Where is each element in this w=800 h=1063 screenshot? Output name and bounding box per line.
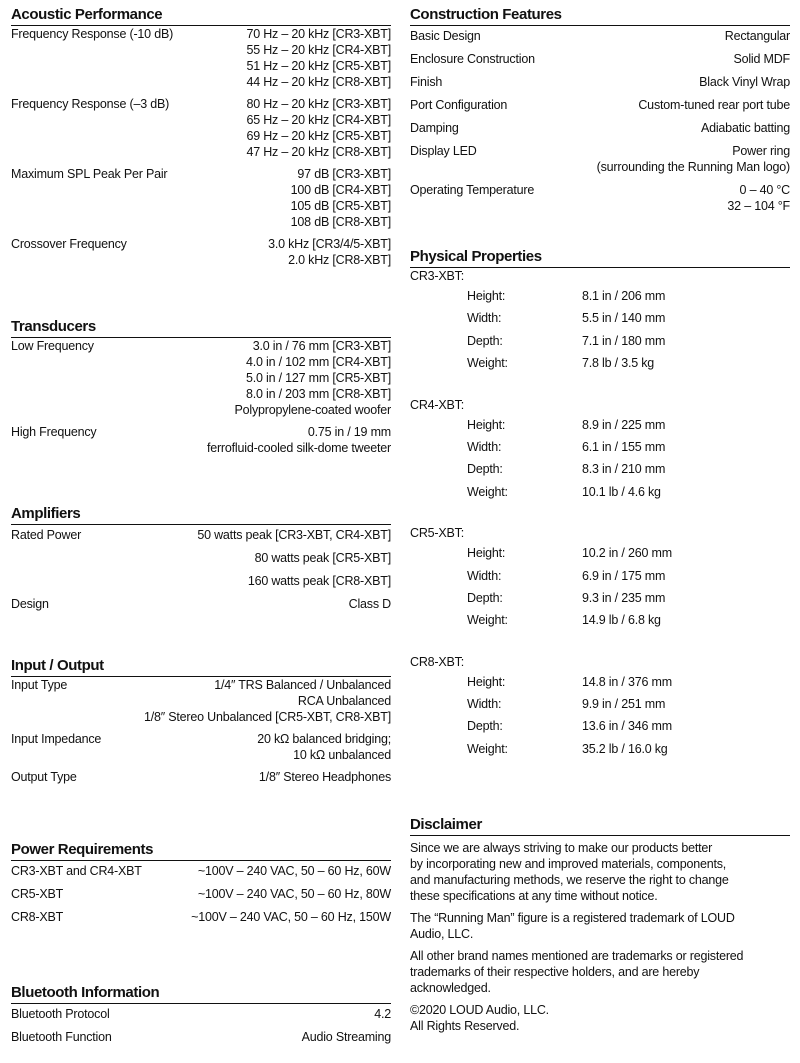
section-title: Acoustic Performance xyxy=(11,6,391,26)
dimension-value: 8.1 in / 206 mm xyxy=(582,289,666,303)
spec-label: Design xyxy=(11,597,49,611)
spec-value: Adiabatic batting xyxy=(700,121,790,135)
spec-value: 10 kΩ unbalanced xyxy=(293,748,391,762)
spec-rows xyxy=(11,338,391,456)
dimension-label: Depth: xyxy=(467,462,503,477)
spec-value: 51 Hz – 20 kHz [CR5-XBT] xyxy=(246,59,391,73)
spec-value: 1/8″ Stereo Unbalanced [CR5-XBT, CR8-XBT] xyxy=(143,710,391,724)
dimension-label: Depth: xyxy=(467,333,503,348)
disclaimer-paragraph xyxy=(410,948,790,996)
spec-values xyxy=(197,527,391,543)
spec-value: 55 Hz – 20 kHz [CR4-XBT] xyxy=(246,43,391,57)
spec-value: 4.0 in / 102 mm [CR4-XBT] xyxy=(245,355,391,369)
spec-value: 80 watts peak [CR5-XBT] xyxy=(254,551,391,565)
spec-row xyxy=(410,97,790,113)
spec-rows xyxy=(11,863,391,925)
disclaimer-line: acknowledged. xyxy=(410,981,491,995)
spec-values xyxy=(257,731,391,763)
dimension-label: Weight: xyxy=(467,484,508,499)
spec-row xyxy=(11,166,391,230)
spec-values xyxy=(198,886,391,902)
dimension-label: Weight: xyxy=(467,613,508,628)
spec-label: Finish xyxy=(410,75,443,89)
spec-value: 50 watts peak [CR3-XBT, CR4-XBT] xyxy=(197,528,391,542)
spec-value: 1/8″ Stereo Headphones xyxy=(258,770,391,784)
spec-value: 20 kΩ balanced bridging; xyxy=(257,732,391,746)
spec-row xyxy=(11,527,391,543)
spec-label: Port Configuration xyxy=(410,98,508,112)
dimension-value: 5.5 in / 140 mm xyxy=(582,311,666,326)
section-construction-features xyxy=(410,6,790,214)
disclaimer-line: All other brand names mentioned are trademarks or registered xyxy=(410,949,744,963)
spec-value: Custom-tuned rear port tube xyxy=(638,98,790,112)
spec-values xyxy=(207,424,391,456)
dimension-row xyxy=(410,542,790,564)
spec-label: Bluetooth Function xyxy=(11,1030,112,1044)
spec-label: Output Type xyxy=(11,770,77,784)
spec-value: 97 dB [CR3-XBT] xyxy=(297,167,391,181)
spec-value: 1/4″ TRS Balanced / Unbalanced xyxy=(214,678,391,692)
spec-value: 8.0 in / 203 mm [CR8-XBT] xyxy=(245,387,391,401)
section-title: Physical Properties xyxy=(410,248,790,268)
spec-label: Operating Temperature xyxy=(410,183,535,197)
section-title: Bluetooth Information xyxy=(11,984,391,1004)
spec-label: Input Type xyxy=(11,678,68,692)
spec-row xyxy=(11,236,391,268)
spec-row xyxy=(11,424,391,456)
spec-label: Bluetooth Protocol xyxy=(11,1007,110,1021)
spec-value: ~100V – 240 VAC, 50 – 60 Hz, 150W xyxy=(191,910,391,924)
dimension-row xyxy=(410,671,790,693)
dimension-label: Depth: xyxy=(467,719,503,734)
spec-row xyxy=(11,886,391,902)
disclaimer-line: and manufacturing methods, we reserve the right to change xyxy=(410,873,729,887)
dimension-value: 14.8 in / 376 mm xyxy=(582,674,672,689)
dimension-value: 8.3 in / 210 mm xyxy=(582,462,666,477)
spec-label: High Frequency xyxy=(11,425,97,439)
spec-rows xyxy=(11,677,391,785)
spec-row xyxy=(11,863,391,879)
dimension-value: 6.1 in / 155 mm xyxy=(582,439,666,454)
spec-value: ferrofluid-cooled silk-dome tweeter xyxy=(206,441,391,455)
spec-values xyxy=(374,1006,391,1022)
dimension-value: 7.8 lb / 3.5 kg xyxy=(582,356,655,371)
spec-values xyxy=(725,28,790,44)
dimension-value: 6.9 in / 175 mm xyxy=(582,568,666,583)
section-input-output xyxy=(11,657,391,785)
dimension-value: 9.3 in / 235 mm xyxy=(582,590,666,605)
spec-row xyxy=(11,1006,391,1022)
spec-value: 0.75 in / 19 mm xyxy=(307,425,391,439)
disclaimer-line: All Rights Reserved. xyxy=(410,1019,520,1033)
model-name: CR8-XBT: xyxy=(410,654,464,669)
spec-rows xyxy=(11,26,391,268)
spec-value: 3.0 kHz [CR3/4/5-XBT] xyxy=(268,237,391,251)
dimension-label: Width: xyxy=(467,439,502,454)
spec-label: CR8-XBT xyxy=(11,910,64,924)
dimension-row xyxy=(410,715,790,737)
dimension-label: Width: xyxy=(467,568,502,583)
spec-rows xyxy=(11,1006,391,1045)
spec-row xyxy=(11,573,391,589)
spec-row xyxy=(11,26,391,90)
section-transducers xyxy=(11,318,391,456)
spec-label: CR5-XBT xyxy=(11,887,64,901)
spec-label: Maximum SPL Peak Per Pair xyxy=(11,167,168,181)
dimension-value: 10.1 lb / 4.6 kg xyxy=(582,484,661,499)
spec-value: 70 Hz – 20 kHz [CR3-XBT] xyxy=(246,27,391,41)
spec-values xyxy=(638,97,790,113)
spec-value: Power ring xyxy=(732,144,790,158)
dimension-value: 14.9 lb / 6.8 kg xyxy=(582,613,661,628)
spec-row xyxy=(11,96,391,160)
spec-values xyxy=(246,96,391,160)
spec-values xyxy=(699,74,790,90)
dimension-row xyxy=(410,587,790,609)
spec-label: Rated Power xyxy=(11,528,82,542)
section-physical-properties xyxy=(410,248,790,760)
section-title: Amplifiers xyxy=(11,505,391,525)
model-name: CR3-XBT: xyxy=(410,269,464,283)
spec-value: 32 – 104 °F xyxy=(727,199,790,213)
section-title: Transducers xyxy=(11,318,391,338)
spec-values xyxy=(198,863,391,879)
dimension-label: Height: xyxy=(467,546,506,561)
disclaimer-line: by incorporating new and improved materials, components, xyxy=(410,857,727,871)
dimension-value: 7.1 in / 180 mm xyxy=(582,333,666,348)
spec-value: 4.2 xyxy=(374,1007,391,1021)
spec-value: Class D xyxy=(348,597,391,611)
dimension-row xyxy=(410,481,790,503)
dimension-row xyxy=(410,285,790,307)
model-block xyxy=(410,525,790,632)
spec-values xyxy=(597,143,790,175)
spec-value: Polypropylene-coated woofer xyxy=(234,403,391,417)
spec-label: Frequency Response (-10 dB) xyxy=(11,27,174,41)
dimension-label: Height: xyxy=(467,417,506,432)
dimension-row xyxy=(410,414,790,436)
spec-row xyxy=(410,74,790,90)
spec-row xyxy=(410,51,790,67)
dimension-row xyxy=(410,307,790,329)
spec-value: 80 Hz – 20 kHz [CR3-XBT] xyxy=(246,97,391,111)
spec-label: Basic Design xyxy=(410,29,481,43)
spec-values xyxy=(701,120,790,136)
dimension-label: Weight: xyxy=(467,741,508,756)
dimension-value: 10.2 in / 260 mm xyxy=(582,546,672,561)
spec-label: Low Frequency xyxy=(11,339,94,353)
disclaimer-paragraph xyxy=(410,840,790,904)
spec-values xyxy=(191,909,391,925)
spec-values xyxy=(733,51,790,67)
dimension-row xyxy=(410,436,790,458)
dimension-label: Width: xyxy=(467,311,502,326)
spec-values xyxy=(246,26,391,90)
spec-values xyxy=(291,166,391,230)
model-name: CR5-XBT: xyxy=(410,526,464,541)
dimension-row xyxy=(410,693,790,715)
dimension-value: 13.6 in / 346 mm xyxy=(582,719,672,734)
spec-value: Black Vinyl Wrap xyxy=(699,75,790,89)
spec-row xyxy=(11,1029,391,1045)
disclaimer-line: The “Running Man” figure is a registered trademark of LOUD xyxy=(410,911,735,925)
spec-values xyxy=(268,236,391,268)
section-bluetooth-information xyxy=(11,984,391,1045)
model-block xyxy=(410,268,790,375)
spec-rows xyxy=(11,527,391,612)
disclaimer-line: trademarks of their respective holders, and are hereby xyxy=(410,965,700,979)
spec-label: Display LED xyxy=(410,144,477,158)
dimension-row xyxy=(410,609,790,631)
spec-row xyxy=(410,182,790,214)
dimension-row xyxy=(410,738,790,760)
spec-value: Rectangular xyxy=(724,29,790,43)
spec-row xyxy=(11,909,391,925)
dimension-value: 9.9 in / 251 mm xyxy=(582,697,666,712)
section-title: Construction Features xyxy=(410,6,790,26)
dimension-value: 8.9 in / 225 mm xyxy=(582,417,666,432)
spec-values xyxy=(727,182,790,214)
disclaimer-paragraph xyxy=(410,910,790,942)
spec-row xyxy=(11,769,391,785)
dimension-row xyxy=(410,330,790,352)
spec-value: 0 – 40 °C xyxy=(739,183,790,197)
spec-row xyxy=(410,28,790,44)
spec-value: 100 dB [CR4-XBT] xyxy=(290,183,391,197)
spec-values xyxy=(259,769,391,785)
spec-value: 65 Hz – 20 kHz [CR4-XBT] xyxy=(246,113,391,127)
spec-label: CR3-XBT and CR4-XBT xyxy=(11,864,142,878)
model-block xyxy=(410,397,790,504)
section-amplifiers xyxy=(11,505,391,612)
section-title: Disclaimer xyxy=(410,816,790,836)
dimension-row xyxy=(410,352,790,374)
spec-values xyxy=(248,573,391,589)
disclaimer-body xyxy=(410,840,790,1034)
spec-value: 3.0 in / 76 mm [CR3-XBT] xyxy=(252,339,391,353)
section-title: Power Requirements xyxy=(11,841,391,861)
spec-label: Enclosure Construction xyxy=(410,52,535,66)
spec-row xyxy=(11,731,391,763)
spec-value: ~100V – 240 VAC, 50 – 60 Hz, 60W xyxy=(197,864,391,878)
spec-values xyxy=(144,677,391,725)
spec-value: 47 Hz – 20 kHz [CR8-XBT] xyxy=(246,145,391,159)
dimension-label: Height: xyxy=(467,674,506,689)
spec-values xyxy=(302,1029,391,1045)
disclaimer-line: Audio, LLC. xyxy=(410,927,474,941)
spec-values xyxy=(234,338,391,418)
spec-value: 160 watts peak [CR8-XBT] xyxy=(247,574,391,588)
dimension-label: Width: xyxy=(467,697,502,712)
spec-value: 5.0 in / 127 mm [CR5-XBT] xyxy=(245,371,391,385)
disclaimer-paragraph xyxy=(410,1002,790,1034)
dimension-label: Weight: xyxy=(467,356,508,371)
spec-row xyxy=(410,143,790,175)
spec-row xyxy=(11,550,391,566)
section-power-requirements xyxy=(11,841,391,925)
disclaimer-line: Since we are always striving to make our products better xyxy=(410,841,713,855)
spec-value: 105 dB [CR5-XBT] xyxy=(290,199,391,213)
spec-rows xyxy=(410,28,790,214)
spec-value: ~100V – 240 VAC, 50 – 60 Hz, 80W xyxy=(197,887,391,901)
spec-value: RCA Unbalanced xyxy=(297,694,391,708)
spec-row xyxy=(11,338,391,418)
model-name: CR4-XBT: xyxy=(410,397,464,412)
model-block xyxy=(410,654,790,761)
disclaimer-line: these specifications at any time without notice. xyxy=(410,889,658,903)
spec-values xyxy=(255,550,391,566)
spec-label: Damping xyxy=(410,121,459,135)
dimension-label: Depth: xyxy=(467,590,503,605)
spec-row xyxy=(11,677,391,725)
spec-label: Input Impedance xyxy=(11,732,102,746)
spec-row xyxy=(410,120,790,136)
model-list xyxy=(410,268,790,760)
spec-value: (surrounding the Running Man logo) xyxy=(596,160,790,174)
spec-value: Solid MDF xyxy=(733,52,790,66)
spec-value: 2.0 kHz [CR8-XBT] xyxy=(288,253,391,267)
spec-row xyxy=(11,596,391,612)
spec-value: 108 dB [CR8-XBT] xyxy=(290,215,391,229)
spec-value: 69 Hz – 20 kHz [CR5-XBT] xyxy=(246,129,391,143)
dimension-value: 35.2 lb / 16.0 kg xyxy=(582,741,668,756)
spec-values xyxy=(349,596,391,612)
spec-value: Audio Streaming xyxy=(301,1030,391,1044)
dimension-row xyxy=(410,565,790,587)
spec-label: Frequency Response (–3 dB) xyxy=(11,97,170,111)
disclaimer-line: ©2020 LOUD Audio, LLC. xyxy=(410,1003,549,1017)
spec-value: 44 Hz – 20 kHz [CR8-XBT] xyxy=(246,75,391,89)
spec-label: Crossover Frequency xyxy=(11,237,127,251)
section-acoustic-performance xyxy=(11,6,391,268)
section-disclaimer xyxy=(410,816,790,1034)
dimension-row xyxy=(410,458,790,480)
dimension-label: Height: xyxy=(467,289,506,303)
section-title: Input / Output xyxy=(11,657,391,677)
